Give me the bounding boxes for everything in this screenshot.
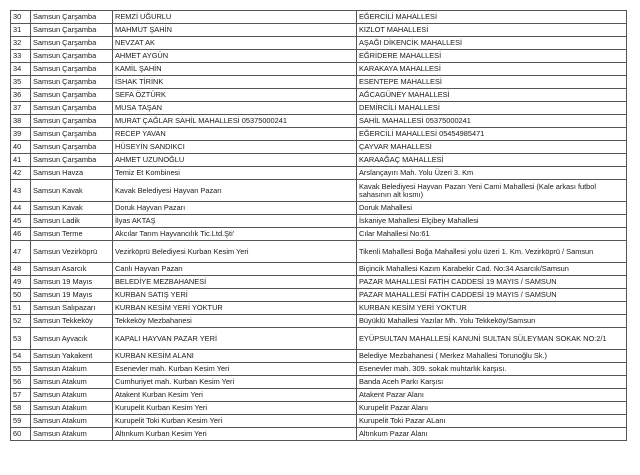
address-cell: PAZAR MAHALLESİ FATİH CADDESİ 19 MAYIS / SAMSUN: [357, 276, 627, 289]
district-cell: Samsun Çarşamba: [31, 128, 113, 141]
place-name-cell: Doruk Hayvan Pazarı: [113, 202, 357, 215]
place-name-cell: HÜSEYİN SANDIKCI: [113, 141, 357, 154]
row-number-cell: 36: [11, 89, 31, 102]
district-cell: Samsun Salıpazarı: [31, 302, 113, 315]
district-cell: Samsun Kavak: [31, 202, 113, 215]
place-name-cell: AHMET UZUNOĞLU: [113, 154, 357, 167]
table-row: [11, 350, 627, 363]
district-cell: Samsun Tekkeköy: [31, 315, 113, 328]
address-cell: EĞERCİLİ MAHALLESİ 05454985471: [357, 128, 627, 141]
place-name-cell: Kavak Belediyesi Hayvan Pazarı: [113, 180, 357, 202]
address-cell: Doruk Mahallesi: [357, 202, 627, 215]
row-number-cell: 59: [11, 415, 31, 428]
address-cell: Banda Aceh Parkı Karşısı: [357, 376, 627, 389]
place-name-cell: MURAT ÇAĞLAR SAHİL MAHALLESİ 05375000241: [113, 115, 357, 128]
district-cell: Samsun Çarşamba: [31, 11, 113, 24]
district-cell: Samsun Çarşamba: [31, 50, 113, 63]
row-number-cell: 31: [11, 24, 31, 37]
district-cell: Samsun Havza: [31, 167, 113, 180]
address-cell: DEMİRCİLİ MAHALLESİ: [357, 102, 627, 115]
table-row: [11, 24, 627, 37]
row-number-cell: 47: [11, 241, 31, 263]
table-row: [11, 202, 627, 215]
table-row: [11, 428, 627, 441]
table-row: [11, 128, 627, 141]
table-body: [11, 11, 627, 441]
table-row: [11, 263, 627, 276]
address-cell: İskaniye Mahallesi Elçibey Mahallesi: [357, 215, 627, 228]
district-cell: Samsun Atakum: [31, 389, 113, 402]
table-row: [11, 115, 627, 128]
row-number-cell: 51: [11, 302, 31, 315]
place-name-cell: BELEDİYE MEZBAHANESİ: [113, 276, 357, 289]
district-cell: Samsun Atakum: [31, 363, 113, 376]
district-cell: Samsun Çarşamba: [31, 141, 113, 154]
row-number-cell: 40: [11, 141, 31, 154]
table-row: [11, 154, 627, 167]
table-row: [11, 63, 627, 76]
row-number-cell: 50: [11, 289, 31, 302]
address-cell: SAHİL MAHALLESİ 05375000241: [357, 115, 627, 128]
place-name-cell: NEVZAT AK: [113, 37, 357, 50]
address-cell: ÇAYVAR MAHALLESİ: [357, 141, 627, 154]
row-number-cell: 45: [11, 215, 31, 228]
address-cell: Biçincik Mahallesi Kazım Karabekir Cad. No:34 Asarcık/Samsun: [357, 263, 627, 276]
place-name-cell: KAPALI HAYVAN PAZAR YERİ: [113, 328, 357, 350]
address-cell: ESENTEPE MAHALLESİ: [357, 76, 627, 89]
district-cell: Samsun 19 Mayıs: [31, 289, 113, 302]
location-table: [10, 10, 627, 441]
district-cell: Samsun Çarşamba: [31, 102, 113, 115]
place-name-cell: Kurupelit Toki Kurban Kesim Yeri: [113, 415, 357, 428]
table-row: [11, 228, 627, 241]
address-cell: Tikenli Mahallesi Boğa Mahallesi yolu üzeri 1. Km. Vezirköprü / Samsun: [357, 241, 627, 263]
place-name-cell: İlyas AKTAŞ: [113, 215, 357, 228]
address-cell: Atakent Pazar Alanı: [357, 389, 627, 402]
table-row: [11, 76, 627, 89]
address-cell: PAZAR MAHALLESİ FATİH CADDESİ 19 MAYIS / SAMSUN: [357, 289, 627, 302]
row-number-cell: 46: [11, 228, 31, 241]
address-cell: Kurupelit Pazar Alanı: [357, 402, 627, 415]
district-cell: Samsun Atakum: [31, 402, 113, 415]
place-name-cell: Vezirköprü Belediyesi Kurban Kesim Yeri: [113, 241, 357, 263]
row-number-cell: 32: [11, 37, 31, 50]
place-name-cell: Temiz Et Kombinesi: [113, 167, 357, 180]
table-row: [11, 302, 627, 315]
table-row: [11, 241, 627, 263]
row-number-cell: 52: [11, 315, 31, 328]
place-name-cell: Canlı Hayvan Pazarı: [113, 263, 357, 276]
place-name-cell: Altınkum Kurban Kesim Yeri: [113, 428, 357, 441]
district-cell: Samsun 19 Mayıs: [31, 276, 113, 289]
table-row: [11, 328, 627, 350]
address-cell: Esenevler mah. 309. sokak muhtarlık karşısı.: [357, 363, 627, 376]
district-cell: Samsun Vezirköprü: [31, 241, 113, 263]
district-cell: Samsun Çarşamba: [31, 89, 113, 102]
place-name-cell: KURBAN SATIŞ YERİ: [113, 289, 357, 302]
row-number-cell: 60: [11, 428, 31, 441]
district-cell: Samsun Çarşamba: [31, 37, 113, 50]
row-number-cell: 58: [11, 402, 31, 415]
table-row: [11, 102, 627, 115]
table-row: [11, 415, 627, 428]
address-cell: Belediye Mezbahanesi ( Merkez Mahallesi Torunoğlu Sk.): [357, 350, 627, 363]
row-number-cell: 39: [11, 128, 31, 141]
district-cell: Samsun Çarşamba: [31, 63, 113, 76]
place-name-cell: KAMİL ŞAHİN: [113, 63, 357, 76]
address-cell: KARAKAYA MAHALLESİ: [357, 63, 627, 76]
place-name-cell: MAHMUT ŞAHİN: [113, 24, 357, 37]
district-cell: Samsun Terme: [31, 228, 113, 241]
district-cell: Samsun Atakum: [31, 376, 113, 389]
address-cell: Kurupelit Toki Pazar ALanı: [357, 415, 627, 428]
row-number-cell: 33: [11, 50, 31, 63]
place-name-cell: KURBAN KESİM YERİ YOKTUR: [113, 302, 357, 315]
district-cell: Samsun Asarcık: [31, 263, 113, 276]
place-name-cell: Kurupelit Kurban Kesim Yeri: [113, 402, 357, 415]
place-name-cell: Tekkeköy Mezbahanesi: [113, 315, 357, 328]
row-number-cell: 56: [11, 376, 31, 389]
address-cell: AĞCAGÜNEY MAHALLESİ: [357, 89, 627, 102]
place-name-cell: Cumhuriyet mah. Kurban Kesim Yeri: [113, 376, 357, 389]
table-row: [11, 37, 627, 50]
table-row: [11, 376, 627, 389]
row-number-cell: 35: [11, 76, 31, 89]
district-cell: Samsun Yakakent: [31, 350, 113, 363]
address-cell: Cılar Mahallesi No:61: [357, 228, 627, 241]
place-name-cell: RECEP YAVAN: [113, 128, 357, 141]
place-name-cell: AHMET AYGÜN: [113, 50, 357, 63]
district-cell: Samsun Atakum: [31, 428, 113, 441]
row-number-cell: 49: [11, 276, 31, 289]
table-row: [11, 363, 627, 376]
table-row: [11, 167, 627, 180]
table-row: [11, 276, 627, 289]
row-number-cell: 38: [11, 115, 31, 128]
district-cell: Samsun Çarşamba: [31, 76, 113, 89]
row-number-cell: 54: [11, 350, 31, 363]
address-cell: KURBAN KESİM YERİ YOKTUR: [357, 302, 627, 315]
address-cell: AŞAĞI DİKENCİK MAHALLESİ: [357, 37, 627, 50]
place-name-cell: KURBAN KESİM ALANI: [113, 350, 357, 363]
row-number-cell: 48: [11, 263, 31, 276]
row-number-cell: 53: [11, 328, 31, 350]
table-row: [11, 141, 627, 154]
table-row: [11, 315, 627, 328]
row-number-cell: 55: [11, 363, 31, 376]
address-cell: Arslançayırı Mah. Yolu Üzeri 3. Km: [357, 167, 627, 180]
row-number-cell: 42: [11, 167, 31, 180]
district-cell: Samsun Çarşamba: [31, 154, 113, 167]
address-cell: Altınkum Pazar Alanı: [357, 428, 627, 441]
address-cell: Kavak Belediyesi Hayvan Pazarı Yeni Cami Mahallesi (Kale arkası futbol sahasının alt kısmı): [357, 180, 627, 202]
row-number-cell: 57: [11, 389, 31, 402]
address-cell: KARAAĞAÇ MAHALLESİ: [357, 154, 627, 167]
place-name-cell: Atakent Kurban Kesim Yeri: [113, 389, 357, 402]
address-cell: EĞERCİLİ MAHALLESİ: [357, 11, 627, 24]
table-row: [11, 89, 627, 102]
table-row: [11, 11, 627, 24]
district-cell: Samsun Çarşamba: [31, 24, 113, 37]
address-cell: EYÜPSULTAN MAHALLESİ KANUNİ SULTAN SÜLEYMAN SOKAK NO:2/1: [357, 328, 627, 350]
district-cell: Samsun Ladik: [31, 215, 113, 228]
district-cell: Samsun Kavak: [31, 180, 113, 202]
place-name-cell: Akcılar Tarım Hayvancılık Tic.Ltd.Şti': [113, 228, 357, 241]
row-number-cell: 37: [11, 102, 31, 115]
address-cell: KIZLOT MAHALLESİ: [357, 24, 627, 37]
address-cell: Büyüklü Mahallesi Yazılar Mh. Yolu Tekkeköy/Samsun: [357, 315, 627, 328]
district-cell: Samsun Çarşamba: [31, 115, 113, 128]
place-name-cell: MUSA TAŞAN: [113, 102, 357, 115]
table-row: [11, 215, 627, 228]
row-number-cell: 34: [11, 63, 31, 76]
place-name-cell: Esenevler mah. Kurban Kesim Yeri: [113, 363, 357, 376]
row-number-cell: 44: [11, 202, 31, 215]
district-cell: Samsun Ayvacık: [31, 328, 113, 350]
table-row: [11, 50, 627, 63]
table-row: [11, 289, 627, 302]
table-row: [11, 402, 627, 415]
address-cell: EĞRİDERE MAHALLESİ: [357, 50, 627, 63]
place-name-cell: SEFA ÖZTÜRK: [113, 89, 357, 102]
table-row: [11, 389, 627, 402]
table-row: [11, 180, 627, 202]
row-number-cell: 41: [11, 154, 31, 167]
place-name-cell: REMZİ UĞURLU: [113, 11, 357, 24]
place-name-cell: İSHAK TİRİNK: [113, 76, 357, 89]
district-cell: Samsun Atakum: [31, 415, 113, 428]
row-number-cell: 30: [11, 11, 31, 24]
row-number-cell: 43: [11, 180, 31, 202]
